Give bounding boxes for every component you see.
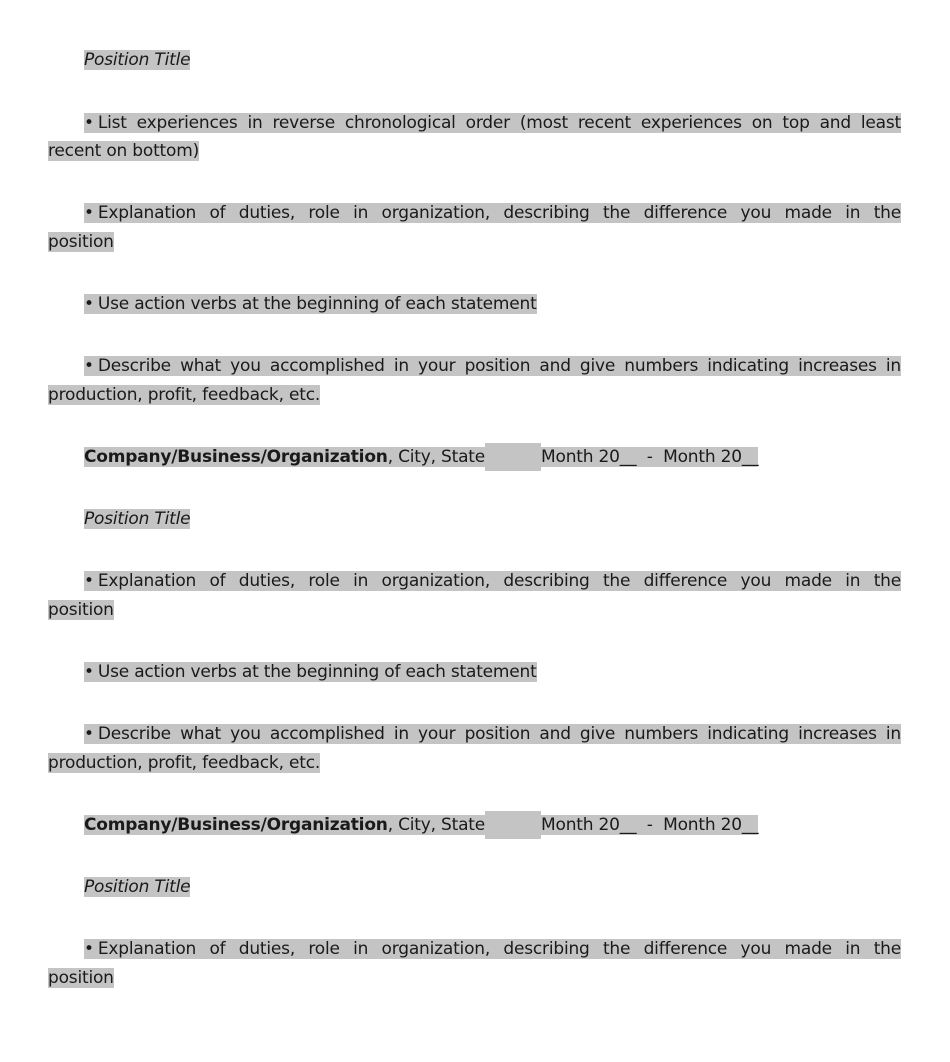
bullet-line-continuation: recent on bottom) (48, 141, 200, 161)
bullet-line-continuation: position (48, 968, 114, 988)
company-name: Company/Business/Organization (84, 815, 388, 835)
bullet-line: • Use action verbs at the beginning of each statement (84, 662, 537, 682)
bullet-line-continuation: production, profit, feedback, etc. (48, 385, 321, 405)
company-line (48, 811, 901, 839)
employment-dates: Month 20__ - Month 20__ (541, 815, 759, 835)
bullet-line: • Use action verbs at the beginning of each statement (84, 294, 537, 314)
bullet-line: • Explanation of duties, role in organization, describing the difference you made in the (84, 571, 901, 591)
employment-dates: Month 20__ - Month 20__ (541, 447, 759, 467)
company-location: , City, State (387, 447, 486, 467)
position-title: Position Title (84, 50, 191, 70)
bullet-line-continuation: position (48, 232, 114, 252)
position-title: Position Title (84, 877, 191, 897)
bullet-line: • List experiences in reverse chronological order (most recent experiences on top and least (84, 113, 901, 133)
bullet-line-continuation: production, profit, feedback, etc. (48, 753, 321, 773)
bullet-line: • Explanation of duties, role in organization, describing the difference you made in the (84, 939, 901, 959)
company-name: Company/Business/Organization (84, 447, 388, 467)
bullet-line-continuation: position (48, 600, 114, 620)
bullet-line: • Describe what you accomplished in your position and give numbers indicating increases in (84, 724, 901, 744)
company-line (48, 443, 901, 471)
position-title: Position Title (84, 509, 191, 529)
company-location: , City, State (387, 815, 486, 835)
bullet-line: • Explanation of duties, role in organization, describing the difference you made in the (84, 203, 901, 223)
bullet-line: • Describe what you accomplished in your position and give numbers indicating increases in (84, 356, 901, 376)
